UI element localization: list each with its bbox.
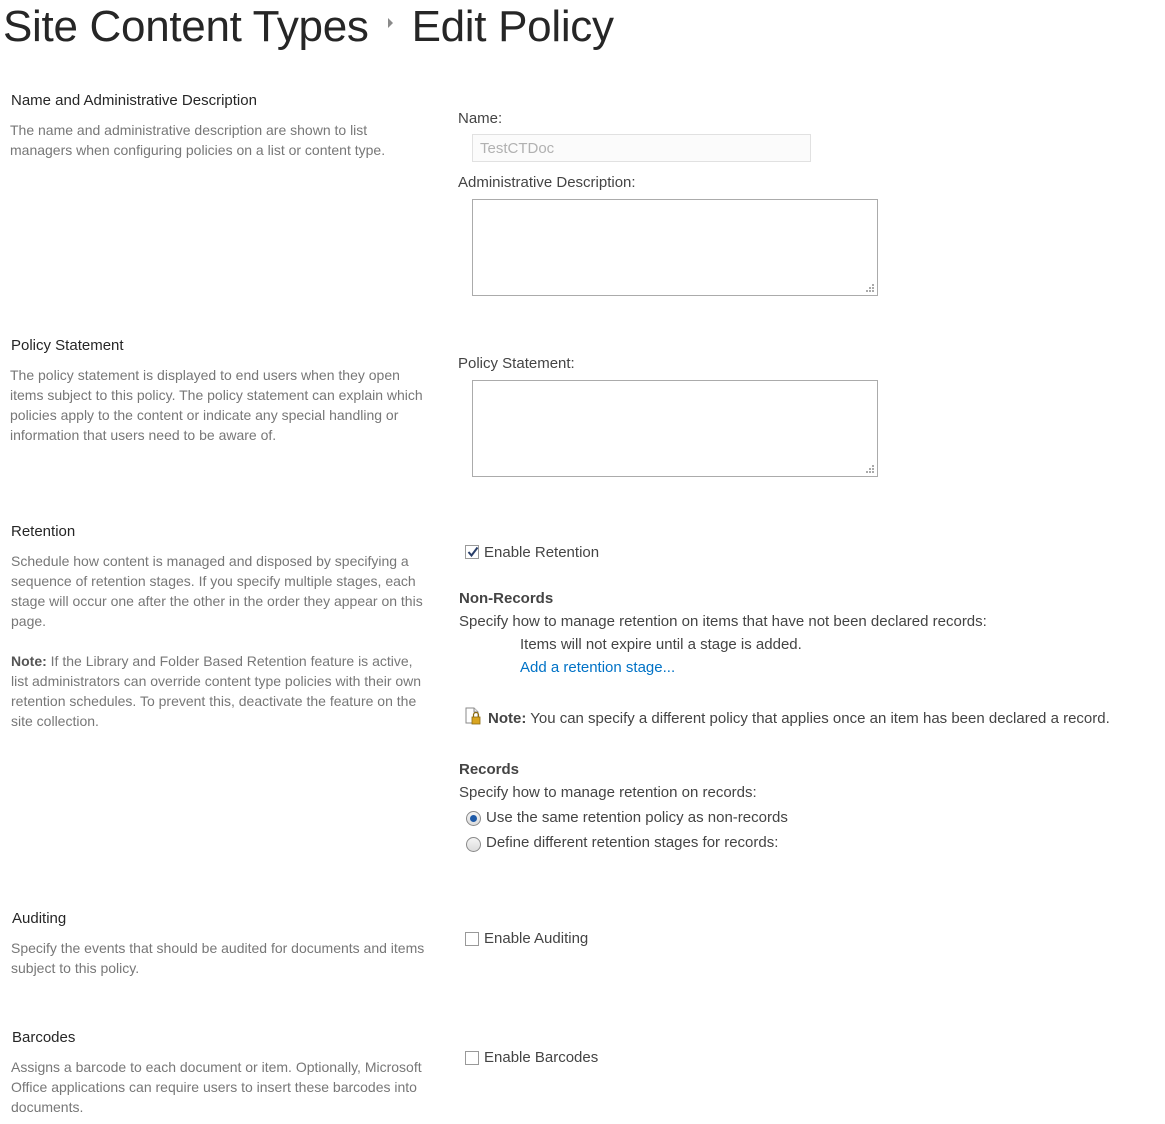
policy-statement-heading: Policy Statement (11, 337, 124, 354)
enable-barcodes-checkbox[interactable] (465, 1051, 479, 1065)
auditing-description: Specify the events that should be audited for documents and items subject to this policy. (11, 940, 425, 976)
name-label: Name: (458, 110, 503, 127)
page-title: Edit Policy (411, 2, 614, 51)
records-note-label: Note: (488, 710, 527, 727)
enable-retention-label[interactable]: Enable Retention (484, 544, 600, 561)
enable-auditing-label[interactable]: Enable Auditing (484, 930, 589, 947)
records-note (488, 710, 1110, 727)
same-policy-label[interactable]: Use the same retention policy as non-records (486, 809, 788, 826)
enable-retention-checkbox[interactable] (465, 545, 479, 559)
records-note-text: You can specify a different policy that applies once an item has been declared a record. (526, 710, 1110, 727)
enable-barcodes-label[interactable]: Enable Barcodes (484, 1049, 599, 1066)
add-retention-stage-link[interactable]: Add a retention stage... (520, 659, 676, 676)
resize-grip-icon[interactable] (865, 464, 875, 474)
enable-auditing-checkbox[interactable] (465, 932, 479, 946)
auditing-heading: Auditing (12, 910, 67, 927)
non-records-instructions: Specify how to manage retention on items that have not been declared records: (459, 613, 987, 630)
non-records-status: Items will not expire until a stage is added. (520, 636, 802, 653)
admin-description-label: Administrative Description: (458, 174, 636, 191)
document-lock-icon (465, 707, 481, 725)
retention-note-label: Note: (11, 653, 47, 669)
checkmark-icon (466, 545, 480, 559)
barcodes-heading: Barcodes (12, 1029, 76, 1046)
retention-description: Schedule how content is managed and disposed by specifying a sequence of retention stages. If you specify multiple stages, each stage will occur one after the other in the order they appear on this page. (11, 553, 423, 629)
radio-selected-dot (470, 815, 477, 822)
retention-note-text: If the Library and Folder Based Retention feature is active, list administrators can override content type policies with their own retention schedules. To prevent this, deactivate the feature on the site collection. (11, 653, 422, 729)
different-stages-radio[interactable] (466, 837, 481, 852)
different-stages-label[interactable]: Define different retention stages for records: (486, 834, 779, 851)
non-records-heading: Non-Records (459, 590, 554, 607)
policy-statement-label: Policy Statement: (458, 355, 575, 372)
policy-statement-text: The policy statement is displayed to end users when they open items subject to this policy. The policy statement can explain which policies apply to the content or indicate any special handling or information that users need to be aware of. (10, 367, 423, 443)
records-instructions: Specify how to manage retention on records: (459, 784, 757, 801)
admin-description-textarea[interactable] (472, 199, 878, 296)
resize-grip-icon[interactable] (865, 283, 875, 293)
name-description-heading: Name and Administrative Description (11, 92, 257, 109)
barcodes-description: Assigns a barcode to each document or item. Optionally, Microsoft Office applications can require users to insert these barcodes into documents. (11, 1059, 422, 1115)
chevron-right-icon (387, 16, 394, 34)
retention-note (11, 651, 431, 731)
retention-heading: Retention (11, 523, 76, 540)
breadcrumb (3, 2, 614, 52)
name-field[interactable]: TestCTDoc (472, 134, 811, 162)
same-policy-radio[interactable] (466, 811, 481, 826)
records-heading: Records (459, 761, 520, 778)
breadcrumb-parent-link[interactable]: Site Content Types (3, 2, 369, 51)
policy-statement-textarea[interactable] (472, 380, 878, 477)
name-description-text: The name and administrative description are shown to list managers when configuring policies on a list or content type. (10, 122, 386, 158)
